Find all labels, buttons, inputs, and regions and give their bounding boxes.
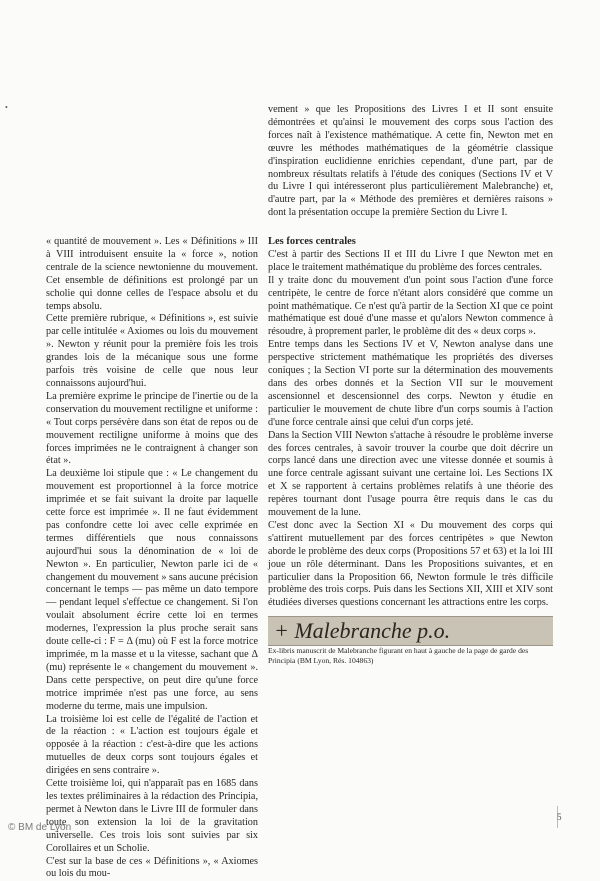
paragraph: vement » que les Propositions des Livres I et II sont ensuite démontrées et qu'ainsi le mouvement des corps sous l'action des forces naît à l'existence mathématique. A cette fin, Newton met en œuvre les méthodes mathématiques de la géométrie classique d'inspiration euclidienne enrichies cependant, d'une part, par de nombreux résultats relatifs à l'étude des coniques (Sections IV et V du Livre I qui intéresseront plus particulièrement Malebranche) et, d'autre part, par la « Méthode des premières et dernières raisons » dont la présentation occupe la première Section du Livre I. (268, 104, 553, 220)
paragraph: C'est sur la base de ces « Définitions », « Axiomes ou lois du mou- (46, 856, 258, 881)
section-heading: Les forces centrales (268, 236, 553, 249)
paragraph: Cette troisième loi, qui n'apparaît pas en 1685 dans les textes préliminaires à la rédaction des Principia, permet à Newton dans le Livre III de formuler dans toute son extension la loi de la gravitation universelle. Ces trois lois sont suivies par six Corollaires et un Scholie. (46, 778, 258, 855)
paragraph: Entre temps dans les Sections IV et V, Newton analyse dans une perspective strictement mathématique les propriétés des diverses coniques ; la Section VI porte sur la détermination des mouvements dans des orbes donnés et la Section VII sur le mouvement ascensionnel et descensionnel des corps. Newton y étudie en particulier le mouvement de chute libre d'un corps soumis à l'action d'une force centrale ainsi que celui d'un corps jeté. (268, 339, 553, 429)
page-number: 5 (557, 812, 562, 822)
copyright-watermark: © BM de Lyon (8, 822, 71, 833)
paragraph: Dans la Section VIII Newton s'attache à résoudre le problème inverse des forces centrales, à savoir trouver la courbe que doit décrire un corps lancé dans une direction avec une vitesse donnée et soumis à une force centrale agissant suivant une certaine loi. Les Sections IX et X se rapportent à certains problèmes relatifs à une théorie des repères tournant dont l'usage pourra être requis dans le cas du mouvement de la lune. (268, 430, 553, 520)
left-column (46, 236, 258, 881)
paragraph: La troisième loi est celle de l'égalité de l'action et de la réaction : « L'action est toujours égale et opposée à la réaction : c'est-à-dire que les actions mutuelles de deux corps sont toujours égales et dirigées en sens contraire ». (46, 714, 258, 779)
signature-text: + Malebranche p.o. (274, 618, 450, 643)
paragraph: C'est donc avec la Section XI « Du mouvement des corps qui s'attirent mutuellement par des forces centripètes » que Newton aborde le problème des deux corps (Propositions 57 et 63) et la loi III joue un rôle déterminant. Dans les Propositions suivantes, et en particulier dans la Proposition 66, Newton formule le très difficile problème des trois corps. Puis dans les Sections XII, XIII et XIV sont étudiées diverses questions concernant les attractions entre les corps. (268, 520, 553, 610)
signature-icon (268, 617, 553, 645)
right-column (268, 236, 553, 665)
paragraph: Cette première rubrique, « Définitions », est suivie par celle intitulée « Axiomes ou lois du mouvement ». Newton y réunit pour la première fois les trois grandes lois de la mécanique sous une forme parfois très voisine de celle que nous leur connaissons aujourd'hui. (46, 313, 258, 390)
signature-image (268, 616, 553, 646)
paragraph: La première exprime le principe de l'inertie ou de la conservation du mouvement rectiligne et uniforme : « Tout corps persévère dans son état de repos ou de mouvement rectiligne uniforme à moins que des forces imprimées ne le contraignent à changer son état ». (46, 391, 258, 468)
paragraph: La deuxième loi stipule que : « Le changement du mouvement est proportionnel à la force motrice imprimée et se fait suivant la droite par laquelle cette force est imprimée ». Il ne faut évidemment pas confondre cette loi avec celle exprimée en termes différentiels que nous connaissons aujourd'hui sous la dénomination de « loi de Newton ». En particulier, Newton parle ici de « changement du mouvement » sans aucune précision concernant le temps — pas même un dato tempore — pendant lequel s'effectue ce changement. Si l'on voulait absolument écrire cette loi en termes modernes, l'expression la plus proche serait sans doute celle-ci : F = Δ (mu) où F est la force motrice imprimée, m la masse et u la vitesse, sachant que Δ (mu) représente le « changement du mouvement ». Dans cette perspective, on peut dire qu'une force motrice imprimée n'est pas une force, au sens moderne du terme, mais une impulsion. (46, 468, 258, 713)
paragraph: Il y traite donc du mouvement d'un point sous l'action d'une force centripète, le centre de force n'étant alors considéré que comme un point mathématique. Ce n'est qu'à partir de la Section XI que ce point mathématique est doué d'une masse et qu'alors Newton commence à résoudre, à proprement parler, le problème dit des « deux corps ». (268, 275, 553, 340)
margin-dot: • (5, 103, 8, 112)
paragraph: « quantité de mouvement ». Les « Définitions » III à VIII introduisent ensuite la « force », notion centrale de la science newtonienne du mouvement. Cet ensemble de définitions est prolongé par un scholie qui donne celles de l'espace absolu et du temps absolu. (46, 236, 258, 313)
paragraph: C'est à partir des Sections II et III du Livre I que Newton met en place le traitement mathématique du problème des forces centrales. (268, 249, 553, 275)
figure-caption: Ex-libris manuscrit de Malebranche figurant en haut à gauche de la page de garde des Principia (BM Lyon, Rés. 104863) (268, 646, 553, 665)
top-text-block (268, 104, 553, 220)
